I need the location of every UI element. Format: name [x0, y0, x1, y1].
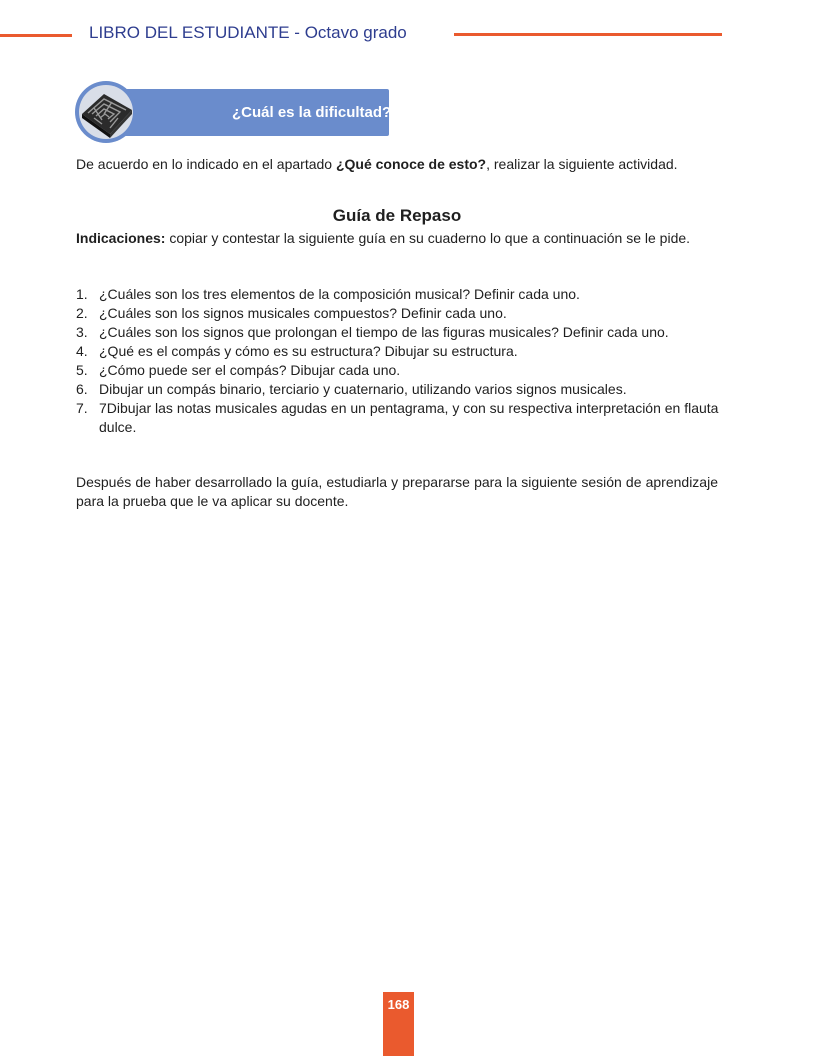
- book-title: LIBRO DEL ESTUDIANTE - Octavo grado: [89, 23, 407, 42]
- list-item: [76, 342, 720, 361]
- indications-label: Indicaciones:: [76, 230, 166, 246]
- item-number: 2.: [76, 305, 88, 321]
- intro-text-end: , realizar la siguiente actividad.: [486, 156, 678, 172]
- indications-text: copiar y contestar la siguiente guía en su cuaderno lo que a continuación se le pide.: [165, 230, 691, 246]
- page-number: 168: [387, 997, 410, 1012]
- list-item: [76, 304, 720, 323]
- item-number: 3.: [76, 324, 88, 340]
- item-text: ¿Cómo puede ser el compás? Dibujar cada uno.: [99, 362, 401, 378]
- header-rule-left: [0, 34, 72, 37]
- item-text: ¿Cuáles son los signos musicales compuestos? Definir cada uno.: [99, 305, 507, 321]
- item-number: 7.: [76, 400, 88, 416]
- closing-paragraph: Después de haber desarrollado la guía, estudiarla y prepararse para la siguiente sesión de aprendizaje para la prueba que le va aplicar su docente.: [76, 474, 718, 509]
- item-number: 6.: [76, 381, 88, 397]
- item-text: ¿Cuáles son los tres elementos de la composición musical? Definir cada uno.: [99, 286, 580, 302]
- item-number: 1.: [76, 286, 88, 302]
- item-text: Dibujar un compás binario, terciario y cuaternario, utilizando varios signos musicales.: [99, 381, 627, 397]
- list-item: [76, 323, 720, 342]
- item-number: 4.: [76, 343, 88, 359]
- banner-bar: [114, 89, 392, 136]
- item-text: ¿Cuáles son los signos que prolongan el tiempo de las figuras musicales? Definir cada uno.: [99, 324, 669, 340]
- question-list: [76, 285, 720, 437]
- maze-icon: [74, 80, 138, 144]
- item-text: ¿Qué es el compás y cómo es su estructura? Dibujar su estructura.: [99, 343, 518, 359]
- header-rule-right: [454, 33, 722, 36]
- guide-title: Guía de Repaso: [332, 206, 462, 225]
- page-number-tab: [383, 992, 414, 1056]
- intro-paragraph: [76, 155, 718, 174]
- banner-label: ¿Cuál es la dificultad?: [232, 104, 392, 121]
- list-item: [76, 380, 720, 399]
- list-item: [76, 285, 720, 304]
- section-banner: [74, 80, 390, 144]
- intro-emphasis: ¿Qué conoce de esto?: [335, 156, 487, 172]
- item-text: 7Dibujar las notas musicales agudas en un pentagrama, y con su respectiva interpretación en flauta dulce.: [99, 400, 719, 435]
- list-item: [76, 399, 720, 437]
- list-item: [76, 361, 720, 380]
- item-number: 5.: [76, 362, 88, 378]
- indications-paragraph: [76, 229, 718, 248]
- intro-text-start: De acuerdo en lo indicado en el apartado: [76, 156, 336, 172]
